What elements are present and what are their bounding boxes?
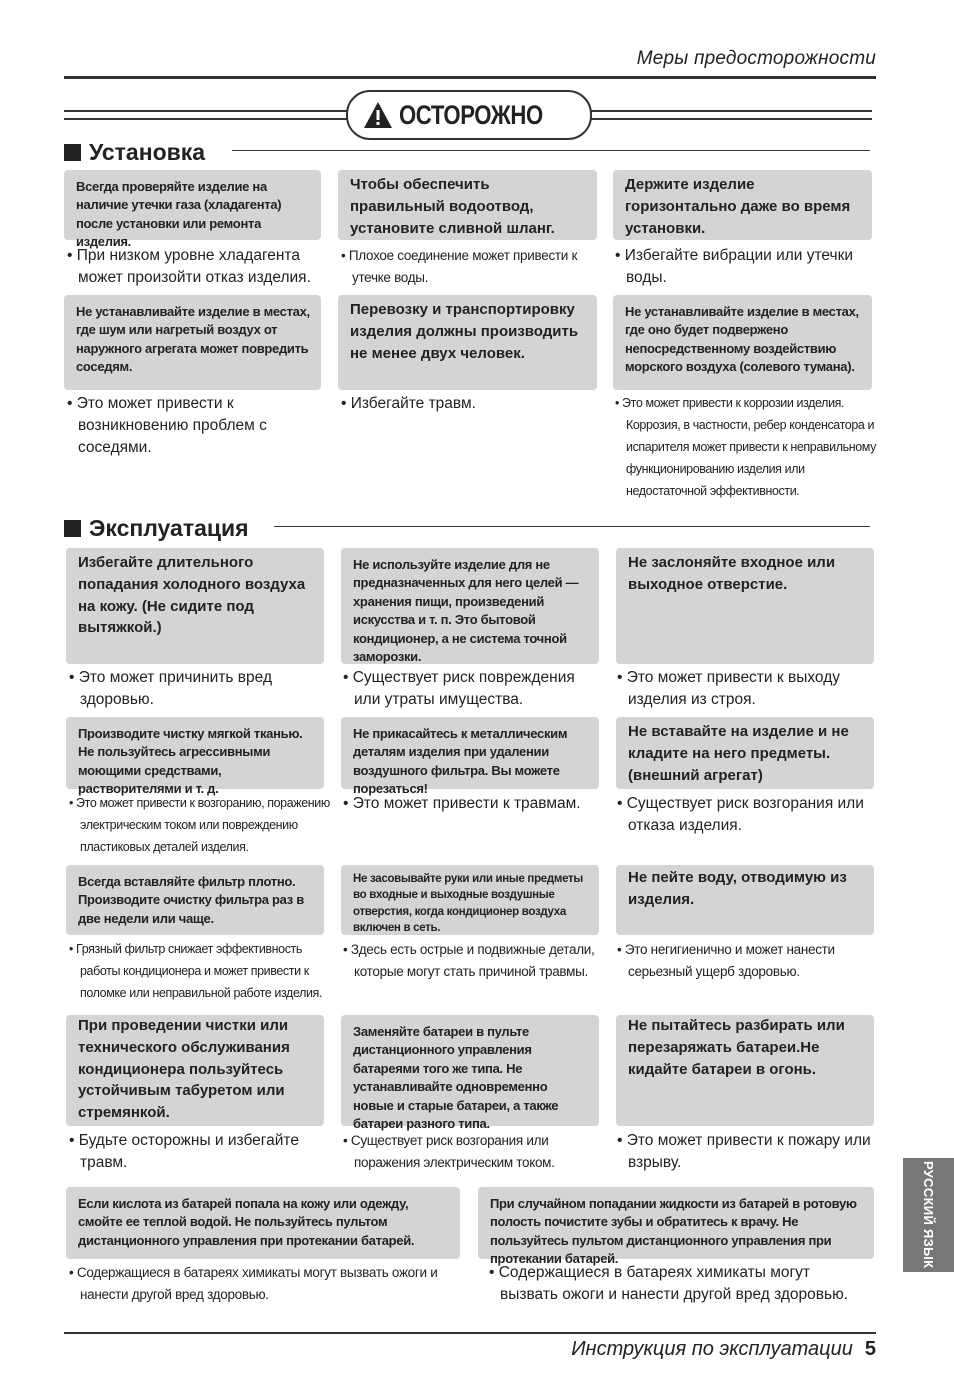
install-box-6: Не устанавливайте изделие в местах, где оно будет подвержено непосредственному воздействию морского воздуха (солевого тумана). (613, 295, 872, 390)
section-operation-rule (274, 526, 870, 527)
install-box-3: Держите изделие горизонтально даже во время установки. (613, 170, 872, 240)
operation-box-13: Если кислота из батарей попала на кожу или одежду, смойте ее теплой водой. Не пользуйтесь пультом дистанционного управления при протекании батарей. (66, 1187, 460, 1259)
operation-box-11: Заменяйте батареи в пульте дистанционного управления батареями того же типа. Не устанавливайте одновременно новые и старые батареи, а также батареи разного типа. (341, 1015, 599, 1126)
section-operation-heading (64, 515, 249, 542)
language-side-tab (903, 1158, 954, 1272)
operation-box-8: Не засовывайте руки или иные предметы во входные и выходные воздушные отверстия, когда кондиционер воздуха включен в сеть. (341, 865, 599, 935)
operation-note-2: • Существует риск повреждения или утраты имущества. (343, 669, 575, 708)
section-installation-title: Установка (89, 139, 206, 165)
operation-box-2: Не используйте изделие для не предназначенных для него целей — хранения пищи, произведений искусства и т. п. Это бытовой кондиционер, а не система точной заморозки. (341, 548, 599, 664)
operation-note-9: • Это негигиенично и может нанести серьезный ущерб здоровью. (617, 942, 835, 979)
install-note-5: • Избегайте травм. (341, 395, 476, 412)
operation-note-12: • Это может привести к пожару или взрыву. (617, 1132, 871, 1171)
operation-note-13: • Содержащиеся в батареях химикаты могут вызвать ожоги и нанести другой вред здоровью. (69, 1265, 438, 1302)
page-footer (571, 1338, 876, 1361)
language-tab-label: РУССКИЙ ЯЗЫК (921, 1161, 936, 1269)
install-note-6: • Это может привести к коррозии изделия. Коррозия, в частности, ребер конденсатора и испарителя может привести к неправильному функционированию изделия или недостаточной эффективности. (615, 396, 876, 498)
operation-box-1: Избегайте длительного попадания холодного воздуха на кожу. (Не сидите под вытяжкой.) (66, 548, 324, 664)
operation-note-1: • Это может причинить вред здоровью. (69, 669, 272, 708)
install-box-4: Не устанавливайте изделие в местах, где шум или нагретый воздух от наружного агрегата может повредить соседям. (64, 295, 321, 390)
operation-box-3: Не заслоняйте входное или выходное отверстие. (616, 548, 874, 664)
footer-rule (64, 1332, 876, 1334)
operation-box-12: Не пытайтесь разбирать или перезаряжать батареи.Не кидайте батареи в огонь. (616, 1015, 874, 1126)
caution-banner (346, 90, 592, 140)
install-note-4: • Это может привести к возникновению проблем с соседями. (67, 395, 267, 456)
operation-box-4: Производите чистку мягкой тканью. Не пользуйтесь агрессивными моющими средствами, растворителями и т. д. (66, 717, 324, 789)
operation-box-9: Не пейте воду, отводимую из изделия. (616, 865, 874, 935)
operation-note-5: • Это может привести к травмам. (343, 795, 581, 812)
operation-note-4: • Это может привести к возгоранию, поражению электрическим током или повреждению пластиковых деталей изделия. (69, 796, 330, 854)
install-note-3: • Избегайте вибрации или утечки воды. (615, 247, 854, 286)
footer-title: Инструкция по эксплуатации (571, 1338, 853, 1360)
section-square-icon (64, 520, 81, 537)
install-box-1: Всегда проверяйте изделие на наличие утечки газа (хладагента) после установки или ремонта изделия. (64, 170, 321, 240)
caution-label: ОСТОРОЖНО (399, 99, 544, 130)
page-header-title: Меры предосторожности (636, 48, 876, 69)
operation-box-6: Не вставайте на изделие и не кладите на него предметы. (внешний агрегат) (616, 717, 874, 789)
operation-box-14: При случайном попадании жидкости из батарей в ротовую полость почистите зубы и обратитесь к врачу. Не пользуйтесь пультом дистанционного управления при протекании батарей. (478, 1187, 874, 1259)
operation-note-14: • Содержащиеся в батареях химикаты могут вызвать ожоги и нанести другой вред здоровью. (489, 1264, 849, 1303)
install-box-2: Чтобы обеспечить правильный водоотвод, установите сливной шланг. (338, 170, 597, 240)
section-installation-heading (64, 139, 205, 166)
operation-box-10: При проведении чистки или технического обслуживания кондиционера пользуйтесь устойчивым табуретом или стремянкой. (66, 1015, 324, 1126)
section-installation-rule (232, 150, 870, 151)
operation-note-7: • Грязный фильтр снижает эффективность работы кондиционера и может привести к поломке или неправильной работе изделия. (69, 942, 322, 1000)
operation-note-11: • Существует риск возгорания или поражения электрическим током. (343, 1133, 555, 1170)
section-operation-title: Эксплуатация (89, 515, 249, 541)
operation-note-6: • Существует риск возгорания или отказа изделия. (617, 795, 864, 834)
operation-box-7: Всегда вставляйте фильтр плотно. Производите очистку фильтра раз в две недели или чаще. (66, 865, 324, 935)
install-note-2: • Плохое соединение может привести к утечке воды. (341, 248, 578, 285)
section-square-icon (64, 144, 81, 161)
warning-triangle-icon (363, 101, 393, 129)
header-rule (64, 76, 876, 79)
install-note-1: • При низком уровне хладагента может произойти отказ изделия. (67, 247, 311, 286)
operation-note-8: • Здесь есть острые и подвижные детали, которые могут стать причиной травмы. (343, 942, 595, 979)
operation-note-10: • Будьте осторожны и избегайте травм. (69, 1132, 299, 1171)
install-box-5: Перевозку и транспортировку изделия должны производить не менее двух человек. (338, 295, 597, 390)
operation-box-5: Не прикасайтесь к металлическим деталям изделия при удалении воздушного фильтра. Вы можете порезаться! (341, 717, 599, 789)
page-number: 5 (864, 1338, 876, 1360)
operation-note-3: • Это может привести к выходу изделия из строя. (617, 669, 840, 708)
